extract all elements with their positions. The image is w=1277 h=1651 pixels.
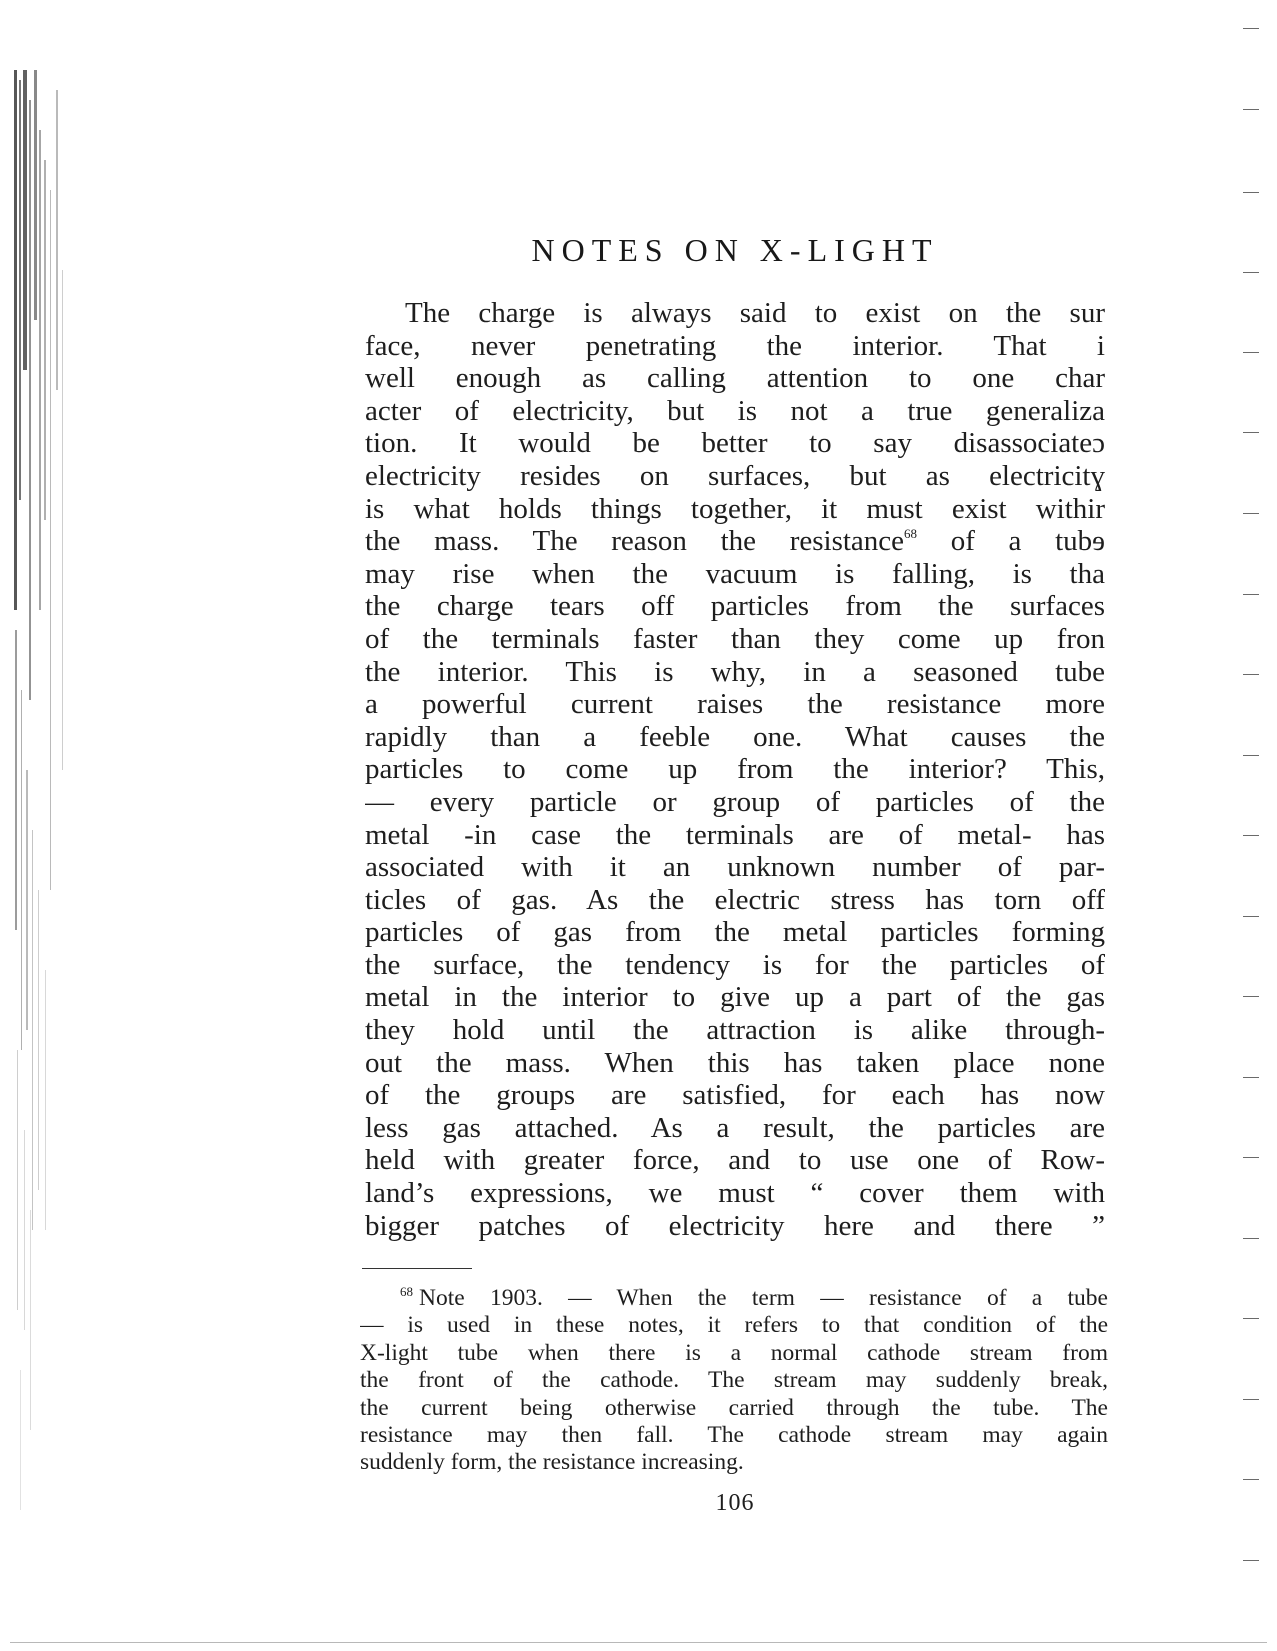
body-line: metal in the interior to give up a part of the gas — [365, 981, 1105, 1014]
margin-tick — [1243, 674, 1259, 675]
footnote-line: X-light tube when there is a normal cathode stream from — [360, 1339, 1108, 1366]
body-line: acter of electricity, but is not a true generaliza — [365, 394, 1105, 427]
margin-tick — [1243, 1077, 1259, 1078]
margin-tick — [1243, 1318, 1259, 1319]
body-line-head: the mass. The reason the resistance — [365, 525, 905, 558]
margin-tick — [1243, 352, 1259, 353]
margin-tick — [1243, 1238, 1259, 1239]
body-line: they hold until the attraction is alike through- — [365, 1014, 1105, 1047]
body-line: particles of gas from the metal particles forming — [365, 916, 1105, 949]
margin-tick — [1243, 432, 1259, 433]
body-line: well enough as calling attention to one char — [365, 362, 1105, 395]
margin-tick — [1243, 594, 1259, 595]
footnote-line: resistance may then fall. The cathode stream may again — [360, 1421, 1108, 1448]
body-line: may rise when the vacuum is falling, is tha — [365, 557, 1105, 590]
body-line: the surface, the tendency is for the particles of — [365, 948, 1105, 981]
footnote-number: 68 — [400, 1285, 413, 1299]
scan-binding-edge — [12, 70, 82, 1590]
body-line: of the terminals faster than they come up fron — [365, 622, 1105, 655]
margin-tick — [1243, 1479, 1259, 1480]
body-line: The charge is always said to exist on the sur — [405, 297, 1105, 329]
margin-tick — [1243, 109, 1259, 110]
body-line: less gas attached. As a result, the particles are — [365, 1111, 1105, 1144]
body-line: bigger patches of electricity here and there ” — [365, 1209, 1105, 1242]
margin-tick — [1243, 192, 1259, 193]
body-line: face, never penetrating the interior. That i — [365, 329, 1105, 362]
footnote-line: the current being otherwise carried through the tube. The — [360, 1394, 1108, 1421]
body-line: rapidly than a feeble one. What causes the — [365, 720, 1105, 753]
body-line: — every particle or group of particles of the — [365, 785, 1105, 818]
body-text — [365, 297, 1105, 1242]
running-head: NOTES ON X-LIGHT — [531, 232, 939, 268]
body-line: metal -in case the terminals are of metal- has — [365, 818, 1105, 851]
body-line: out the mass. When this has taken place none — [365, 1046, 1105, 1079]
body-line: associated with it an unknown number of par- — [365, 851, 1105, 884]
footnote-line — [360, 1285, 1108, 1312]
footnote — [360, 1285, 1108, 1477]
body-line: the charge tears off particles from the surfaces — [365, 590, 1105, 623]
footnote-line: suddenly form, the resistance increasing. — [360, 1449, 744, 1476]
scan-margin-ticks — [1235, 0, 1259, 1651]
body-line: held with greater force, and to use one of Row- — [365, 1144, 1105, 1177]
margin-tick — [1243, 755, 1259, 756]
body-line: tion. It would be better to say disassociateɔ — [365, 427, 1105, 460]
footnote-line: — is used in these notes, it refers to that condition of the — [360, 1312, 1108, 1339]
body-line: the interior. This is why, in a seasoned tube — [365, 655, 1105, 688]
margin-tick — [1243, 1157, 1259, 1158]
body-line: of the groups are satisfied, for each has now — [365, 1079, 1105, 1112]
body-line: electricity resides on surfaces, but as electricitɣ — [365, 459, 1105, 492]
margin-tick — [1243, 916, 1259, 917]
footnote-reference[interactable]: 68 — [904, 526, 918, 542]
margin-tick — [1243, 28, 1259, 29]
footnote-separator — [362, 1268, 472, 1269]
body-line: particles to come up from the interior? This, — [365, 753, 1105, 786]
body-line-with-footnote-ref — [365, 525, 1105, 558]
margin-tick — [1243, 1560, 1259, 1561]
footnote-line-text: Note 1903. — When the term — resistance of a tube — [419, 1285, 1108, 1311]
margin-tick — [1243, 513, 1259, 514]
page-number: 106 — [715, 1490, 755, 1516]
margin-tick — [1243, 1399, 1259, 1400]
body-line: a powerful current raises the resistance more — [365, 688, 1105, 721]
body-line-tail: of a tubɘ — [917, 525, 1105, 558]
body-line: is what holds things together, it must exist withir — [365, 492, 1105, 525]
body-line: ticles of gas. As the electric stress has torn off — [365, 883, 1105, 916]
margin-tick — [1243, 272, 1259, 273]
margin-tick — [1243, 835, 1259, 836]
margin-tick — [1243, 996, 1259, 997]
scan-bottom-edge — [10, 1642, 1267, 1643]
body-line: land’s expressions, we must “ cover them with — [365, 1177, 1105, 1210]
footnote-line: the front of the cathode. The stream may suddenly break, — [360, 1367, 1108, 1394]
